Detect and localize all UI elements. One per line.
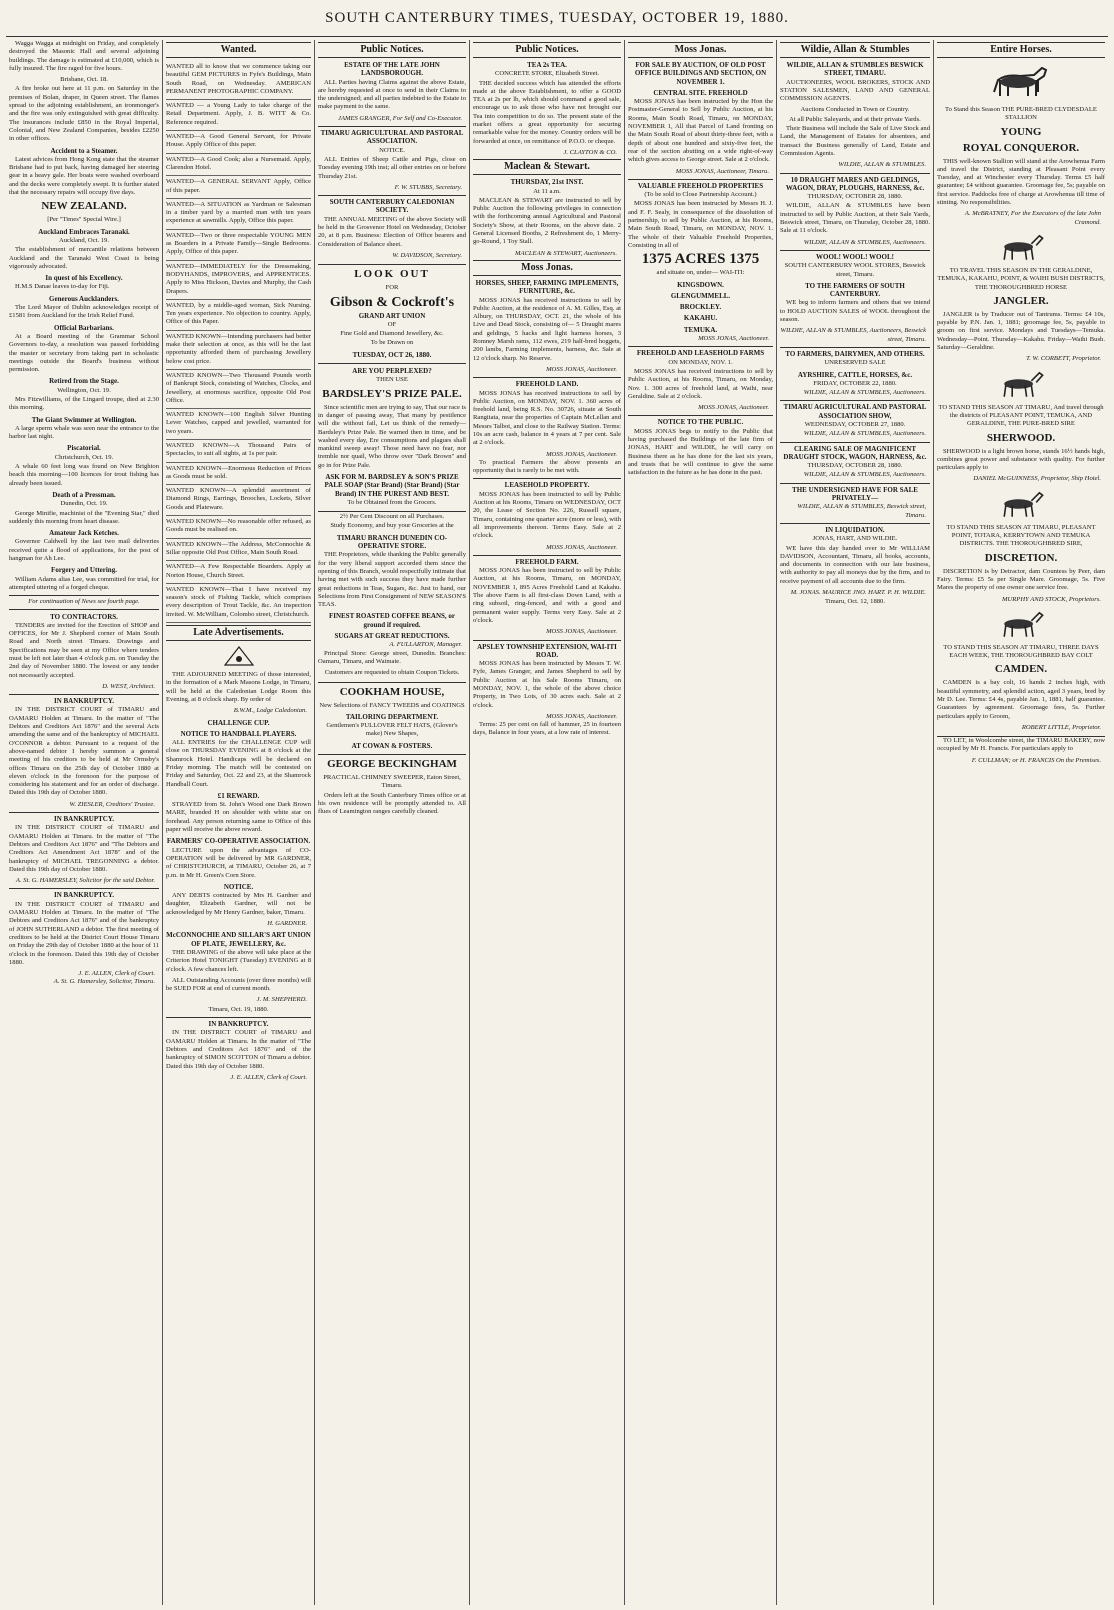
ad-body: MOSS JONAS has received instructions to sell by Public Auction, at his Rooms, Timaru, on Monday, Nov. 1. 300 acres of freehold land, at Waihi, near Geraldine. Sale at 2 o'clock.	[628, 367, 773, 400]
ad-heading: NOTICE.	[223, 882, 254, 891]
ad-text: JONAS, HART, AND WILDIE.	[812, 535, 898, 543]
ad-date: WEDNESDAY, OCTOBER 27, 1880.	[804, 420, 906, 428]
ad-body: LECTURE upon the advantages of CO-OPERATION will be delivered by MR GARDNER, of CHRISTCHURCH, at TIMARU, October 26, at 7 p.m. in Mr H. Green's Corn Store.	[166, 846, 311, 879]
cookham-title: COOKHAM HOUSE,	[339, 685, 445, 698]
ad-text: At 11 a.m.	[533, 187, 561, 195]
dateline: Christchurch, Oct. 19.	[54, 453, 114, 461]
ad-text: New Selections of FANCY TWEEDS and COATINGS	[319, 701, 465, 709]
ad-body: THE ANNUAL MEETING of the above Society will be held in the Grosvenor Hotel on Wednesday, October 20, at 8 p.m. Business: Election of Office bearers and Consideration of Balance sheet.	[318, 215, 466, 248]
ad-subheading: NOTICE.	[379, 146, 405, 154]
ad-heading: VALUABLE FREEHOLD PROPERTIES	[628, 179, 773, 190]
ad-signature: MOSS JONAS, Auctioneer.	[546, 450, 617, 458]
ad-body: JANGLER is by Traducer out of Tantrums. Terms: £4 10s, payable by P.N. Jan. 1, 1881; groomage fee, 5s, payable to groom on first service. Mondays and Tuesdays—Temuka. Wednesday—Point. Thursday—Kakahu. Friday—Waihi Bush. Saturday—Geraldine.	[937, 310, 1105, 352]
ad	[166, 230, 311, 261]
ad-body: MOSS JONAS begs to notify to the Public that having purchased the Buildings of the late firm of JONAS, HART and WILDIE, he will carry on Business there as he has done for the last six years, and trusts that he will continue to give the same satisfaction in the future as he has done in the past.	[628, 427, 773, 477]
ad-text: PRACTICAL CHIMNEY SWEEPER, Eaton Street, Timaru.	[323, 774, 461, 790]
ad-heading: FREEHOLD AND LEASEHOLD FARMS	[628, 346, 773, 357]
ad	[166, 584, 311, 623]
ad-heading: WOOL! WOOL! WOOL!	[780, 250, 930, 261]
ad-body: WANTED—IMMEDIATELY for the Dressmaking, BODYHANDS, IMPROVERS, and APPRENTICES. Apply to Miss Hickson, Davies and Murphy, the Cash Drapers.	[166, 262, 311, 295]
ad-signature: JAMES GRANGER, For Self and Co-Executor.	[338, 114, 462, 122]
ad-heading: 10 DRAUGHT MARES AND GELDINGS, WAGON, DRAY, PLOUGHS, HARNESS, &c.	[780, 173, 930, 193]
ad-signature: F. CULLMAN; or H. FRANCIS On the Premises.	[971, 756, 1101, 764]
column-2	[163, 40, 315, 1605]
ad-subheading: KINGSDOWN.	[677, 280, 724, 289]
ad-body: Terms: 25 per cent on fall of hammer, 25 in fourteen days, Balance in four years, at a low rate of interest.	[473, 721, 621, 737]
ad-body: WANTED—A Few Respectable Boarders. Apply at Norton House, Church Street.	[166, 563, 311, 579]
ad-body: MOSS JONAS has been instructed to sell by Public Auction at his Rooms, Timaru on WEDNESDAY, OCT 20, the Lease of Section No. 226, Russell square, Timaru, containing one quarter acre (more or less), with all improvements thereon. Terms Easy. Sale at 2 o'clock.	[473, 490, 621, 540]
ad-heading: NOTICE TO HANDBALL PLAYERS.	[180, 729, 297, 738]
ad-heading: SOUTH CANTERBURY CALEDONIAN SOCIETY.	[318, 195, 466, 215]
discretion-title: DISCRETION.	[984, 551, 1058, 564]
ad-body: WANTED—A SITUATION as Yardman or Salesman in a timber yard by a married man with ten years experience at sawmills. Apply, Office this paper.	[166, 200, 311, 225]
ad-text: and situate on, under— WAI-ITI:	[656, 269, 745, 277]
ad-heading: ASK FOR M. BARDSLEY & SON'S PRIZE PALE SOAP (Star Brand) (Star Brand) (Star Brand) IN THE PUREST AND BEST.	[324, 472, 460, 498]
ad-signature: J. E. ALLEN, Clerk of Court.	[230, 1073, 307, 1081]
section-heading-late-ads: Late Advertisements.	[166, 625, 311, 641]
ad-text: TO STAND THIS SEASON AT TIMARU, THREE DAYS EACH WEEK, THE THOROUGHBRED BAY COLT	[943, 643, 1099, 660]
ad-heading: FARMERS' CO-OPERATIVE ASSOCIATION.	[166, 837, 311, 846]
section-heading-wildie: Wildie, Allan & Stumbles	[780, 42, 930, 58]
ad-heading: CHALLENGE CUP.	[207, 718, 270, 727]
ad-signature: J. CLAYTON & CO.	[563, 148, 617, 156]
ad	[166, 261, 311, 300]
ad-body: STRAYED from St. John's Wood one Dark Brown MARE, branded H on shoulder with white star on forehead. Any person returning same to Office of this paper will receive the above reward.	[166, 801, 311, 834]
ad-signature: MOSS JONAS, Auctioneer.	[698, 335, 769, 343]
news-paragraph: A fire broke out here at 11 p.m. on Saturday in the premises of Bolan, draper, in Queen street. The flames spread to the adjoining establishment, an ironmonger's and the fire was only extinguished with great difficulty. The insurances include £850 in the Royal Imperial, Colonial, and New Zealand Companies, besides £2250 in other offices.	[9, 85, 159, 143]
ad-heading: WILDIE, ALLAN & STUMBLES BESWICK STREET, TIMARU.	[786, 61, 924, 78]
ad-body: WANTED—A GENERAL SERVANT Apply, Office of this paper.	[166, 178, 311, 194]
news-heading: Retired from the Stage.	[49, 377, 119, 386]
young-title: YOUNG	[1000, 125, 1042, 138]
ad	[166, 61, 311, 100]
ad-body: MOSS JONAS has been instructed to sell by Public Auction, at his Rooms, Timaru, on MONDAY, NOVEMBER 1, 895 Acres Freehold Land at Kakahu. The above Farm is all first-class Down Land, with a ring subsoil, ring-fenced, and with a good and permanent water supply. Terms very Easy. Sale at 2 o'clock.	[473, 567, 621, 624]
ad-heading: FREEHOLD FARM.	[473, 555, 621, 566]
ad-heading: IN BANKRUPTCY.	[9, 694, 159, 705]
ad-signature: MOSS JONAS, Auctioneer.	[546, 712, 617, 720]
horse-icon	[991, 231, 1051, 263]
gibson-cockroft-title: Gibson & Cockroft's	[329, 294, 455, 310]
news-heading: Auckland Embraces Taranaki.	[38, 227, 130, 236]
ad-heading: SUGARS AT GREAT REDUCTIONS.	[334, 632, 450, 641]
ad-signature: WILDIE, ALLAN & STUMBLES, Auctioneers.	[803, 238, 926, 246]
ad-text: OF	[387, 320, 397, 328]
ad-text: 2½ Per Cent Discount on all Purchases.	[339, 513, 445, 521]
ad-body: TO LET, in Woolcombe street, the TIMARU BAKERY, now occupied by Mr H. Francis. For particulars apply to	[937, 737, 1105, 753]
news-paragraph: H.M.S Danae leaves to-day for Fiji.	[15, 283, 110, 291]
ad-body: WANTED—A Good Cook; also a Nursemaid. Apply, Clarendon Hotel.	[166, 155, 311, 171]
ad-heading: TUESDAY, OCT 26, 1880.	[352, 350, 432, 359]
news-paragraph: A whale 60 feet long was found on New Brighton beach this morning—100 licences for trout fishing has already been issued.	[9, 463, 159, 487]
news-heading: Generous Aucklanders.	[49, 294, 119, 303]
ad-signature: MACLEAN & STEWART, Auctioneers.	[514, 249, 617, 257]
section-heading-moss-jonas: Moss Jonas.	[473, 260, 621, 276]
ad-heading: IN LIQUIDATION.	[780, 523, 930, 534]
ad	[166, 561, 311, 584]
dateline: Wellington, Oct. 19.	[57, 386, 111, 394]
ad-heading: THE UNDERSIGNED HAVE FOR SALE PRIVATELY—	[780, 483, 930, 503]
ad-body: ANY DEBTS contracted by Mrs H. Gardner and daughter, Elizabeth Gardner, will not be acknowledged by Mr Henry Gardner, baker, Timaru.	[166, 892, 311, 916]
ad-text: Customers are requested to obtain Coupon Tickets.	[324, 669, 460, 677]
column-7	[934, 40, 1108, 1605]
dateline: Dunedin, Oct. 19.	[60, 500, 108, 508]
column-5	[625, 40, 777, 1605]
ad-body: WILDIE, ALLAN & STUMBLES have been instructed to sell by Public Auction, at their Sale Yards, Beswick street, Timaru, on Thursday, October 28, 1880. Sale at 11 o'clock.	[780, 202, 930, 235]
ad-signature: WILDIE, ALLAN & STUMBLES, Auctioneers.	[803, 430, 926, 438]
ad-body: Their Business will include the Sale of Live Stock and Land, the Management of Estates for absentees, and transact the Business generally of Land, Estate and Commission Agents.	[780, 125, 930, 157]
ad-text: To be Obtained from the Grocers.	[347, 498, 437, 506]
ad-body: WANTED KNOWN—A Thousand Pairs of Spectacles, to suit all sights, at 1s per pair.	[166, 441, 311, 458]
section-title-nz: NEW ZEALAND.	[41, 200, 127, 213]
ad-heading: FOR SALE BY AUCTION, OF OLD POST OFFICE BUILDINGS AND SECTION, ON NOVEMBER 1.	[634, 61, 767, 86]
ad-signature: WILDIE, ALLAN & STUMBLES, Beswick street, Timaru.	[797, 503, 926, 519]
ad-body: MOSS JONAS has received instructions to sell by Public Auction, at the residence of A. M. Gilles, Esq. at Albury, on THURSDAY, OCT. 21, the whole of his Live and Dead Stock, consisting of— 5 Draught mares and geldings, 5 hacks and light harness horses, 3 Romney Marsh rams, 112 ewes, 219 half-bred hoggets, 200 lambs, Farming implements, harness, &c. Sale at 12 o'clock sharp. No Reserve.	[473, 296, 621, 362]
horse-icon	[991, 488, 1051, 520]
ad-heading: THURSDAY, 21st INST.	[510, 178, 584, 187]
ad-body: IN THE DISTRICT COURT of TIMARU and OAMARU Holden at Timaru. In the matter of "The Debtors and Creditors Act 1876" and of the bankruptcy of SIMON SCOTTON of Timaru a debtor. Dated this 19th day of October 1880.	[166, 1029, 311, 1070]
ad	[166, 463, 311, 486]
ad-signature: D. WEST, Architect.	[102, 682, 155, 690]
ad-text: TO STAND THIS SEASON AT TIMARU, And travel through the districts of PLEASANT POINT, TEMUKA, AND GERALDINE, THE PURE-BRED SIRE	[938, 403, 1104, 428]
ad-heading: HORSES, SHEEP, FARMING IMPLEMENTS, FURNITURE, &c.	[475, 278, 619, 296]
ad-signature: B.W.M., Lodge Caledonian.	[233, 707, 307, 715]
ad-text: CONCRETE STORE, Elizabeth Street.	[494, 70, 600, 78]
ad	[166, 154, 311, 177]
horse-icon	[991, 608, 1051, 640]
ad-heading: CENTRAL SITE. FREEHOLD	[653, 88, 748, 97]
ad-signature: WILDIE, ALLAN & STUMBLES.	[838, 161, 926, 169]
ad-subheading: TEMUKA.	[683, 325, 718, 334]
ad-body: THE ADJOURNED MEETING of those interested, in the formation of a Mark Masons Lodge, in Timaru, will be held at the Caledonian Lodge Room this Evening, at 8 o'clock sharp. By order of	[166, 671, 311, 703]
ad	[166, 176, 311, 199]
ad-heading: TIMARU AGRICULTURAL AND PASTORAL ASSOCIATION.	[318, 126, 466, 146]
ad-body: WANTED KNOWN—Enormous Reduction of Prices as Goods must be sold.	[166, 464, 311, 480]
ad-body: THIS well-known Stallion will stand at the Arowhenua Farm and travel the District, standing at Pleasant Point every Tuesday, and at Winchester every Thursday. Terms £5 half guarantee; £4 without guarantee. Groomage fee, 5s; payable on first service. Paddocks free of charge at Arowhenua till time of stinting. No responsibilities.	[937, 157, 1105, 207]
news-paragraph: A large sperm whale was seen near the entrance to the harbor last night.	[9, 424, 159, 441]
ad-heading: FREEHOLD LAND.	[473, 377, 621, 388]
ad-signature: WILDIE, ALLAN & STUMBLES, Auctioneers.	[803, 471, 926, 479]
news-paragraph: The Lord Mayor of Dublin acknowledges receipt of £1581 from Auckland for the Irish Relief Fund.	[9, 304, 159, 320]
ad-signature: A. St. G. Hamersley, Solicitor, Timaru.	[53, 978, 155, 986]
ad-body: WANTED, by a middle-aged woman, Sick Nursing. Ten years experience. No objection to country. Apply, Office of this Paper.	[166, 301, 311, 326]
news-paragraph: Wagga Wagga at midnight on Friday, and completely destroyed the Masonic Hall and several adjoining buildings. The damage is estimated at £10,000, which is fully insured. The fire raged for five hours.	[9, 40, 159, 72]
ad-body: AUCTIONEERS, WOOL BROKERS, STOCK AND STATION SALESMEN, LAND AND GENERAL COMMISSION AGENTS.	[780, 78, 930, 103]
ad-heading: CLEARING SALE OF MAGNIFICENT DRAUGHT STOCK, WAGON, HARNESS, &c.	[780, 442, 930, 462]
ad-date: THURSDAY, OCTOBER 28, 1880.	[807, 193, 903, 201]
section-heading-moss-jonas: Moss Jonas.	[628, 42, 773, 58]
horse-icon	[986, 62, 1056, 102]
masthead-rule	[6, 36, 1108, 37]
news-paragraph: Mrs Fitzwilliams, of the Lingard troupe, died at 2.30 this morning.	[9, 395, 159, 412]
lookout-heading: LOOK OUT	[354, 268, 430, 281]
ad-heading: IN BANKRUPTCY.	[166, 1017, 311, 1028]
news-heading: The Giant Swimmer at Wellington.	[31, 415, 137, 424]
ad-text: SOUTH CANTERBURY WOOL STORES, Beswick street, Timaru.	[784, 262, 926, 278]
ad-body: WANTED KNOWN—The Address, McConnochie & Sillar opposite Old Post Office, Main South Road.	[166, 540, 311, 556]
ad-heading: GRAND ART UNION	[358, 311, 426, 320]
ad-body: THE DRAWING of the above will take place at the Criterion Hotel TONIGHT (Tuesday) EVENING at 8 o'clock. A few chances left.	[166, 948, 311, 973]
ad-text: (To be sold to Close Partnership Account.)	[644, 191, 757, 199]
ad-body: To practical Farmers the above presents an opportunity that is rarely to be met with.	[473, 458, 621, 475]
ad-body: MOSS JONAS has received instructions to sell by Public Auction, on MONDAY, NOV. 1. 360 acres of freehold land, being R.S. No. 30726, situate at South Rangitata, near the properties of Captain McLellan and Messrs Talbot, and close to the Railway Station. Terms: 10s an acre cash, balance in 4 years at 7 per cent. Sale at 2 o'clock.	[473, 389, 621, 447]
column-6	[777, 40, 934, 1605]
section-heading-maclean: Maclean & Stewart.	[473, 159, 621, 175]
ad-date: Timaru, Oct. 12, 1880.	[824, 598, 886, 606]
ad-signature: A. McBRATNEY, For the Executors of the late John Cramond.	[964, 210, 1101, 226]
news-heading: In quest of his Excellency.	[45, 274, 123, 283]
ad-body: WANTED KNOWN—That I have received my season's stock of Fishing Tackle, which comprises every description of Trout Tackle, &c. An inspection invited. W. McWilliam, Colombo street, Christchurch.	[166, 585, 311, 618]
ad-heading: TIMARU AGRICULTURAL AND PASTORAL ASSOCIATION SHOW,	[780, 400, 930, 420]
ad-body: WANTED KNOWN—Intending purchasers had better make their selection at once, as this will be the last opportunity afforded them of purchasing Jewellery below cost price.	[166, 332, 311, 365]
ad-signature: MOSS JONAS, Auctioneer.	[546, 365, 617, 373]
acres-banner: 1375 ACRES 1375	[641, 251, 760, 268]
ad-body: WANTED KNOWN—A splendid assortment of Diamond Rings, Earrings, Brooches, Lockets, Silver Goods and Plateware.	[166, 487, 311, 511]
royal-conqueror-title: ROYAL CONQUEROR.	[962, 141, 1080, 154]
ad-heading: AT COWAN & FOSTERS.	[351, 741, 433, 750]
ad-signature: H. GARDNER.	[267, 920, 307, 928]
ad-body: CAMDEN is a bay colt, 16 hands 2 inches high, with beautiful symmetry, and splendid action, aged 3 years, bred by Mr D. Lee. Terms: £4 4s, payable Jan. 1, 1881, half guarantee. Guarantees by agreement. Groomage fees, 5s. Further particulars apply to Groom,	[937, 679, 1105, 720]
ad-subheading: KAKAHU.	[683, 314, 718, 323]
ad-signature: WILDIE, ALLAN & STUMBLES, Auctioneers.	[803, 389, 926, 397]
beckingham-title: GEORGE BECKINGHAM	[327, 758, 457, 770]
jangler-title: JANGLER.	[993, 294, 1049, 307]
ad-body: MOSS JONAS has been instructed by Messrs H. J. and F. F. Sealy, in consequence of the dissolution of partnership, to sell by Public Auction, at his Rooms, Main South Road, Timaru, on MONDAY, NOV. 1. The whole of their Valuable Freehold Properties, Consisting in all of	[628, 200, 773, 249]
section-heading-public-notices: Public Notices.	[318, 42, 466, 58]
ad-text: ON MONDAY, NOV. 1.	[668, 358, 733, 366]
ad-text: TO TRAVEL THIS SEASON IN THE GERALDINE, TEMUKA, KAKAHU, POINT, & WAIHI BUSH DISTRICTS, THE THOROUGHBRED HORSE	[937, 266, 1105, 291]
news-heading: Accident to a Steamer.	[50, 146, 118, 155]
ad-body: DISCRETION is by Detractor, dam Countess by Peer, dam Fairy. Terms: £5 5s per Single Mare. Groomage, 5s. Five Mares the property of one owner one service free.	[937, 567, 1105, 592]
dateline: Auckland, Oct. 19.	[59, 236, 109, 244]
ad-heading: NOTICE TO THE PUBLIC.	[628, 415, 773, 426]
horse-icon	[991, 368, 1051, 400]
ad-signature: MURPHY AND STOCK, Proprietors.	[1002, 595, 1101, 603]
bardsley-title: BARDSLEY'S PRIZE PALE.	[322, 387, 462, 400]
ad	[166, 539, 311, 562]
ad-body: WANTED KNOWN—Two Thousand Pounds worth of Bankrupt Stock, consisting of Watches, Clocks, and Jewellery, at enormous sacrifice, opposite Old Post Office.	[166, 371, 311, 404]
ad	[166, 131, 311, 154]
news-heading: Official Barbarians.	[54, 323, 114, 332]
ad-body: Since scientific men are trying to say, That our race is in danger of passing away, That many by pestilence will die without fail, Let us think of the remedy—Bardsley's Prize Pale. Be warned then in time, and be washed every day, Ere consumptions and plagues shall mankind sweep away! Those need have no fear, nor tremble nor quail, Who throw over "Dark Brown" and go in for Prize Pale.	[318, 403, 466, 469]
ad-text: THEN USE	[376, 376, 408, 384]
news-heading: Forgery and Uttering.	[51, 566, 117, 575]
ad-text: Study Economy, and buy your Groceries at the	[330, 522, 454, 530]
ad-heading: ARE YOU PERPLEXED?	[352, 367, 432, 376]
ad-subheading: BROCKLEY.	[679, 303, 722, 312]
dateline: Brisbane, Oct. 18.	[60, 76, 108, 84]
ad-body: ALL Parties having Claims against the above Estate, are hereby requested at once to send in their Claims to the undersigned; and all parties indebted to the Estate to make payment to the same.	[318, 78, 466, 111]
news-paragraph: Latest advices from Hong Kong state that the steamer Brisbane had to put back, having damaged her steering gear in a heavy gale. Her boats were washed overboard and the decks were completely swept. It is further stated that the necessary repairs will occupy five days.	[9, 155, 159, 197]
ad-heading: TEA 2s TEA.	[527, 61, 567, 69]
ad-subheading: GLENGUMMELL.	[670, 291, 731, 300]
news-heading: Amateur Jack Ketches.	[49, 529, 119, 538]
ad-heading: TO FARMERS, DAIRYMEN, AND OTHERS.	[780, 347, 930, 358]
ad	[166, 331, 311, 370]
ad-body: THE Proprietors, while thanking the Public generally for the very liberal support accorded them since the opening of this Branch, would respectfully intimate that having met with such success they have made further great reductions in Teas, Sugars, &c. Just to hand, our Selections from First Consignment of NEW SEASON'S TEAS.	[318, 551, 466, 609]
ad-body: IN THE DISTRICT COURT of TIMARU and OAMARU Holden at Timaru. In the matter of "The Debtors and Creditors Act 1876" and the several Acts amending the same and of the bankruptcy of MICHAEL O'CONNOR a debtor. Pursuant to a request of the above-named debtor I hereby summon a general meeting of his creditors to be held at Mr Ormsby's offices Timaru on the 25th day of October 1880 at eleven o'clock in the forenoon for the purpose of considering his statement and for an order of discharge. Dated this 19th day of October 1880.	[9, 706, 159, 797]
ad-signature: MOSS JONAS, Auctioneer.	[698, 404, 769, 412]
ad-heading: TO THE FARMERS OF SOUTH CANTERBURY.	[805, 281, 905, 299]
masthead: SOUTH CANTERBURY TIMES, TUESDAY, OCTOBER 19, 1880.	[325, 10, 789, 26]
news-heading: Piscatorial.	[67, 444, 101, 453]
ad-signature: M. JONAS. MAURICE JNO. HART. P. H. WILDIE.	[790, 589, 926, 597]
ad-text: To be Drawn on	[370, 339, 414, 347]
ad-signature: A. FULLARTON, Manager.	[389, 641, 462, 649]
ad-text: TO STAND THIS SEASON AT TIMARU, PLEASANT POINT, TOTARA, KERRYTOWN AND TEMUKA DISTRICTS. THE THOROUGHBRED SIRE,	[946, 523, 1096, 548]
ad-signature: A. St. G. HAMERSLEY, Solicitor for the said Debtor.	[15, 877, 155, 885]
ad-body: WE have this day handed over to Mr WILLIAM DAVIDSON, Accountant, Timaru, all books, accounts, and documents in connection with our late business, with authority to pay all moneys due by the firm, and to receive payment of all accounts due to the firm.	[780, 544, 930, 585]
ad-body: WANTED — a Young Lady to take charge of the Retail Department. Apply, J. B. WITT & Co. Reference required.	[166, 102, 311, 126]
ad-heading: £1 REWARD.	[217, 791, 260, 800]
ad-heading: TO CONTRACTORS.	[50, 612, 118, 621]
ad-heading: TIMARU BRANCH DUNEDIN CO-OPERATIVE STORE.	[336, 533, 448, 551]
ad-text: UNRESERVED SALE	[824, 359, 886, 367]
column-3	[315, 40, 470, 1605]
ad	[166, 516, 311, 539]
news-paragraph: The establishment of mercantile relations between Auckland and the Taranaki West Coast is being vigorously advocated.	[9, 246, 159, 270]
ad-text: FOR	[385, 284, 399, 292]
ad-heading: McCONNOCHIE AND SILLAR'S ART UNION OF PLATE, JEWELLERY, &c.	[166, 931, 311, 948]
section-heading-wanted: Wanted.	[166, 42, 311, 58]
ad	[166, 440, 311, 463]
continuation-note: For continuation of News see fourth page.	[9, 595, 159, 609]
ad-text: To Stand this Season THE PURE-BRED CLYDESDALE STALLION	[945, 106, 1097, 122]
ad-body: WANTED KNOWN—No reasonable offer refused, as Goods must be realised on.	[166, 518, 311, 534]
news-heading: Death of a Pressman.	[52, 490, 116, 499]
ad-heading: IN BANKRUPTCY.	[9, 888, 159, 899]
news-paragraph: Governor Caldwell by the last two mail deliveries received quite a flood of applications, for the post of hangman for Ah Lee.	[9, 538, 159, 563]
ad-body: ALL Outstanding Accounts (over three months) will be SUED FOR at end of current month.	[166, 976, 311, 993]
ad-text: At all Public Saleyards, and at their private Yards.	[789, 115, 921, 123]
ad-signature: DANIEL McGUINNESS, Proprietor, Ship Hotel.	[973, 475, 1101, 483]
ad-signature: W. ZIESLER, Creditors' Trustee.	[69, 800, 155, 808]
section-heading-entire-horses: Entire Horses.	[937, 42, 1105, 58]
ad-body: MOSS JONAS has been instructed by the Hon the Postmaster-General to Sell by Public Auction, at his Rooms, Main South Road, Timaru, on MONDAY, NOVEMBER 1, All that Parcel of Land fronting on the Main South Road of about thirty-three feet, with a depth of about one hundred and sixty-five feet, the rear of the section abutting on a wide right-of-way which gives access to George street. Sale at 2 o'clock.	[628, 98, 773, 164]
ad	[166, 300, 311, 331]
column-4	[470, 40, 625, 1605]
ad-signature: WILDIE, ALLAN & STUMBLES, Auctioneers, Beswick street, Timaru.	[780, 327, 926, 343]
ad-heading: APSLEY TOWNSHIP EXTENSION, WAI-ITI ROAD.	[473, 640, 621, 660]
ad-body: WANTED KNOWN—100 English Silver Hunting Lever Watches, capped and jewelled, warranted for two years.	[166, 411, 311, 435]
ad-body: WANTED all to know that we commence taking our beautiful GEM PICTURES in Fyfe's Buildings, Main South Road, on Wednesday. AMERICAN PERMANENT PHOTOGRAPHIC COMPANY.	[166, 63, 311, 95]
ad-body: ALL ENTRIES for the CHALLENGE CUP will close on THURSDAY EVENING at 8 o'clock at the Shamrock Hotel. Handicaps will be declared on Friday morning. The match will be contested on Friday and Saturday, Oct. 22 and 23, at the Shamrock Handball Court.	[166, 739, 311, 788]
ad-signature: F. W. STUBBS, Secretary.	[394, 183, 462, 191]
ad	[166, 409, 311, 440]
ad-body: IN THE DISTRICT COURT of TIMARU and OAMARU Holden at Timaru. In the matter of "The Debtors and Creditors Act 1876" and "The Debtors and Creditors Act Amendment Act 1878" and of the bankruptcy of MICHAEL TREGONNING a debtor. Dated this 19th day of October 1880.	[9, 824, 159, 873]
ad-body: IN THE DISTRICT COURT of TIMARU and OAMARU Holden at Timaru. In the matter of "The Debtors and Creditors Act 1876" and of the bankruptcy of JOHN SUTHERLAND a debtor. The first meeting of creditors to be held at the District Court House Timaru on Friday the 29th day of October 1880 at the hour of 11 o'clock in the forenoon. Dated this 19th day of October 1880.	[9, 900, 159, 966]
ad-signature: J. E. ALLEN, Clerk of Court.	[78, 970, 155, 978]
ad	[166, 485, 311, 516]
ad-heading: FINEST ROASTED COFFEE BEANS, or ground if required.	[328, 612, 456, 629]
ad-signature: MOSS JONAS, Auctioneer.	[546, 628, 617, 636]
ad-signature: ROBERT LITTLE, Proprietor.	[1021, 723, 1101, 731]
ad-body: ALL Entries of Sheep Cattle and Pigs, close on Tuesday evening 19th inst; all other entries on or before Thursday 21st.	[318, 155, 466, 180]
ad-signature: J. M. SHEPHERD.	[256, 996, 307, 1004]
ad-text: Gentlemen's PULLOVER FELT HATS, (Glover's make) New Shapes,	[326, 722, 458, 738]
section-subtitle: [Per "Times" Special Wire.]	[47, 216, 121, 224]
ad-date: Timaru, Oct. 19, 1880.	[208, 1005, 269, 1013]
ad-body: Orders left at the South Canterbury Times office or at his own residence will be promptly attended to. All flues of Leamington ranges carefully cleaned.	[318, 791, 466, 816]
column-1	[6, 40, 163, 1605]
ad-signature: MOSS JONAS, Auctioneer, Timaru.	[675, 167, 769, 175]
news-paragraph: George Minifie, machinist of the "Evening Star," died suddenly this morning from heart disease.	[9, 509, 159, 525]
ad-text: Auctions Conducted in Town or Country.	[800, 106, 910, 114]
ad-body: MACLEAN & STEWART are instructed to sell by Public Auction the following privileges in connection with the forthcoming annual Agricultural and Pastoral Society's Show, at their Rooms, on the above date. 2 General Licensed Booths, 2 Refreshment do, 1 Merry-go-Round, 1 Toy Stall.	[473, 196, 621, 246]
ad-heading: IN BANKRUPTCY.	[9, 812, 159, 823]
ad-date: THURSDAY, OCTOBER 28, 1880.	[807, 462, 903, 470]
ad-body: Principal Store: George street, Dunedin. Branches: Oamaru, Timaru, and Waimate.	[318, 649, 466, 665]
ad-text: Fine Gold and Diamond Jewellery, &c.	[340, 330, 444, 338]
ad-date: FRIDAY, OCTOBER 22, 1880.	[813, 379, 897, 387]
ad-signature: T. W. CORBETT, Proprietor.	[1026, 355, 1101, 363]
ad-body: WE beg to inform farmers and others that we intend to HOLD AUCTION SALES of WOOL throughout the season.	[780, 299, 930, 324]
ad-signature: MOSS JONAS, Auctioneer.	[546, 543, 617, 551]
camden-title: CAMDEN.	[994, 663, 1048, 676]
ad	[166, 199, 311, 230]
ad-heading: ESTATE OF THE LATE JOHN LANDSBOROUGH.	[344, 61, 440, 78]
masonic-emblem-icon	[219, 645, 259, 667]
ad	[166, 100, 311, 131]
ad-heading: LEASEHOLD PROPERTY.	[473, 478, 621, 489]
ad-heading: TAILORING DEPARTMENT.	[345, 712, 439, 721]
ad-body: SHERWOOD is a light brown horse, stands 16½ hands high, combines great power and substance with quality. For further particulars apply to	[937, 447, 1105, 472]
ad-body: WANTED—A Good General Servant, for Private House. Apply Office of this paper.	[166, 133, 311, 149]
ad-body: MOSS JONAS has been instructed by Messrs T. W. Fyfe, James Granger, and James Shepherd to sell by Public Auction at his Sale Rooms Timaru, on MONDAY, NOV. 1, the whole of the above choice Property, in Two Lots, of 30 acres each. Sale at 2 o'clock.	[473, 660, 621, 709]
news-paragraph: William Adams alias Lee, was committed for trial, for attempted uttering of a forged cheque.	[9, 575, 159, 591]
ad-heading: AYRSHIRE, CATTLE, HORSES, &c.	[797, 370, 913, 379]
ad-body: WANTED—Two or three respectable YOUNG MEN as Boarders in a Private Family—Single Bedrooms. Apply, Office of this paper.	[166, 231, 311, 256]
news-paragraph: At a Board meeting of the Grammar School Governors to-day, a resolution was passed forbidding the master or secretary from taking part in scholastic meetings outside the Board's business without permission.	[9, 332, 159, 374]
sherwood-title: SHERWOOD.	[986, 431, 1056, 444]
section-heading-public-notices: Public Notices.	[473, 42, 621, 58]
ad-signature: W. DAVIDSON, Secretary.	[392, 251, 462, 259]
ad	[166, 370, 311, 409]
ad-body: TENDERS are invited for the Erection of SHOP and OFFICES, for Mr J. Shepherd corner of Main South Road and North street Timaru. Drawings and Specifications may be seen at my Office where tenders must be left not later than 4 o'clock p.m. on Tuesday the 2nd day of November 1880. The lowest or any tender not necessarily accepted.	[9, 621, 159, 679]
ad-body: THE decided success which has attended the efforts made at the above Establishment, to offer a GOOD TEA at 2s per lb, which should command a good sale, encourage us to ask those who have not brought our Tea into competition to do so. The present state of the market offers a great opportunity for securing remarkable value for the money. Country orders will be forwarded at once, on remittance of P.O.O. or cheque.	[473, 79, 621, 145]
